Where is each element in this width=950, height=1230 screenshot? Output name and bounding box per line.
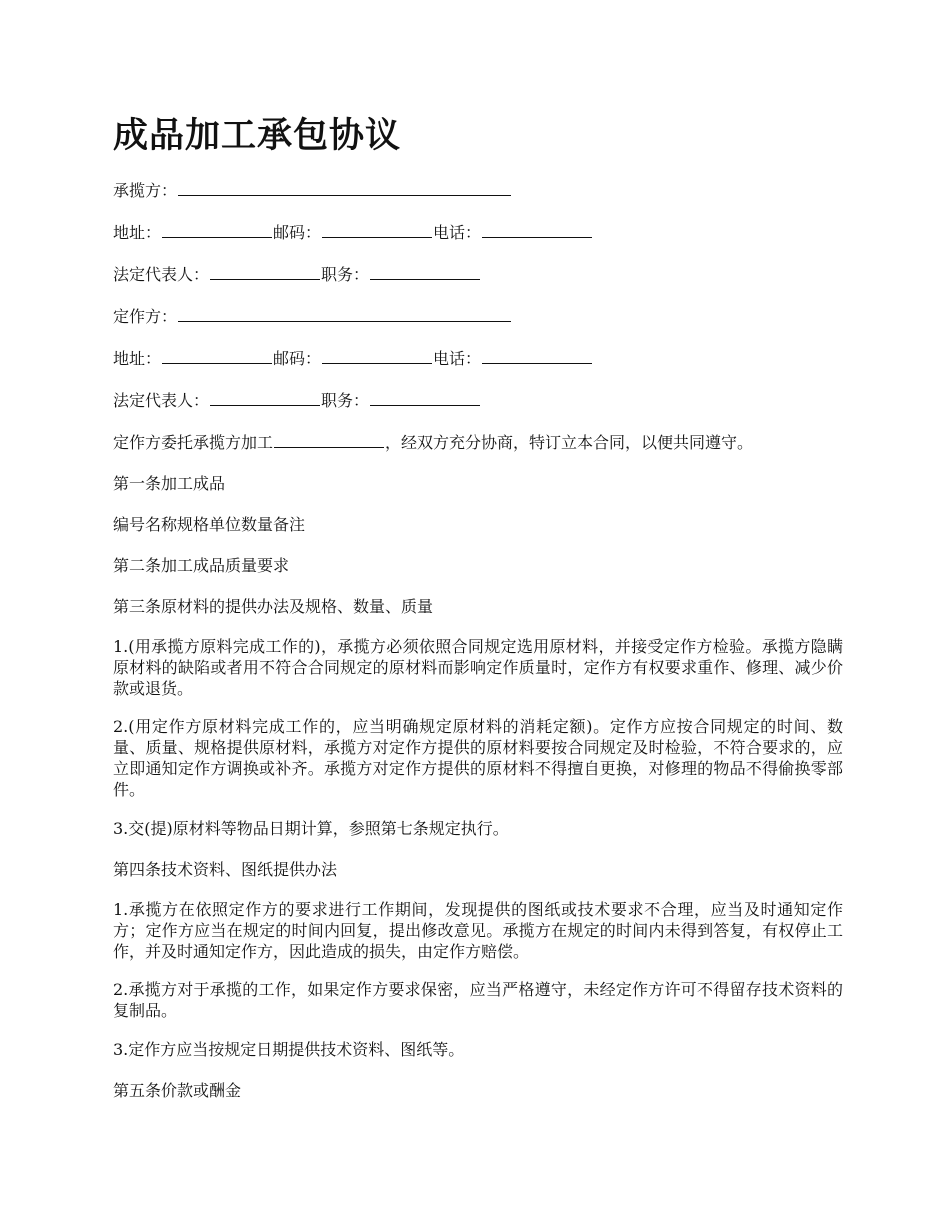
address-label: 地址： <box>113 223 162 242</box>
article-4-clause-2: 2.承揽方对于承揽的工作，如果定作方要求保密，应当严格遵守，未经定作方许可不得留存技术资料的复制品。 <box>113 980 843 1020</box>
postcode-blank <box>322 220 432 238</box>
position-blank <box>370 388 480 406</box>
contractor-address-line <box>113 220 843 245</box>
article-3-clause-3: 3.交(提)原材料等物品日期计算，参照第七条规定执行。 <box>113 819 509 838</box>
intro-text-before: 定作方委托承揽方加工 <box>113 433 274 452</box>
phone-label: 电话： <box>433 223 482 242</box>
article-4-clause-1: 1.承揽方在依照定作方的要求进行工作期间，发现提供的图纸或技术要求不合理，应当及时通知定作方；定作方应当在规定的时间内回复，提出修改意见。承揽方在规定的时间内未得到答复，有权停止工作，并及时通知定作方，因此造成的损失，由定作方赔偿。 <box>113 900 843 961</box>
phone-blank <box>482 346 592 364</box>
article-4-heading: 第四条技术资料、图纸提供办法 <box>113 860 338 879</box>
legal-rep-label: 法定代表人： <box>113 265 210 284</box>
intro-line <box>113 430 843 455</box>
intro-text-after: ，经双方充分协商，特订立本合同，以便共同遵守。 <box>385 433 754 452</box>
position-blank <box>370 262 480 280</box>
legal-rep-blank <box>210 262 320 280</box>
document-title: 成品加工承包协议 <box>113 116 402 156</box>
article-3-clause-1: 1.(用承揽方原料完成工作的)，承揽方必须依照合同规定选用原材料，并接受定作方检验。承揽方隐瞒原材料的缺陷或者用不符合合同规定的原材料而影响定作质量时，定作方有权要求重作、修理、减少价款或退货。 <box>113 637 843 698</box>
position-label: 职务： <box>321 265 370 284</box>
position-label: 职务： <box>321 391 370 410</box>
postcode-label: 邮码： <box>273 349 322 368</box>
client-rep-line <box>113 388 843 413</box>
contractor-blank <box>178 178 511 196</box>
postcode-label: 邮码： <box>273 223 322 242</box>
phone-blank <box>482 220 592 238</box>
article-3-clause-2: 2.(用定作方原材料完成工作的，应当明确规定原材料的消耗定额)。定作方应按合同规定的时间、数量、质量、规格提供原材料，承揽方对定作方提供的原材料要按合同规定及时检验，不符合要求的，应立即通知定作方调换或补齐。承揽方对定作方提供的原材料不得擅自更换，对修理的物品不得偷换零部件。 <box>113 717 843 799</box>
address-blank <box>162 220 272 238</box>
article-4-clause-3: 3.定作方应当按规定日期提供技术资料、图纸等。 <box>113 1040 465 1059</box>
article-2-heading: 第二条加工成品质量要求 <box>113 556 290 575</box>
address-label: 地址： <box>113 349 162 368</box>
client-label: 定作方： <box>113 307 178 326</box>
legal-rep-blank <box>210 388 320 406</box>
contractor-label: 承揽方： <box>113 181 178 200</box>
client-line <box>113 304 843 329</box>
address-blank <box>162 346 272 364</box>
phone-label: 电话： <box>433 349 482 368</box>
article-1-heading: 第一条加工成品 <box>113 474 226 493</box>
contractor-line <box>113 178 843 203</box>
processed-item-blank <box>274 430 384 448</box>
article-1-table-header: 编号名称规格单位数量备注 <box>113 515 306 534</box>
client-blank <box>178 304 511 322</box>
contractor-rep-line <box>113 262 843 287</box>
article-3-heading: 第三条原材料的提供办法及规格、数量、质量 <box>113 597 434 616</box>
document-page <box>113 110 843 1120</box>
legal-rep-label: 法定代表人： <box>113 391 210 410</box>
article-5-heading: 第五条价款或酬金 <box>113 1081 242 1100</box>
postcode-blank <box>322 346 432 364</box>
client-address-line <box>113 346 843 371</box>
